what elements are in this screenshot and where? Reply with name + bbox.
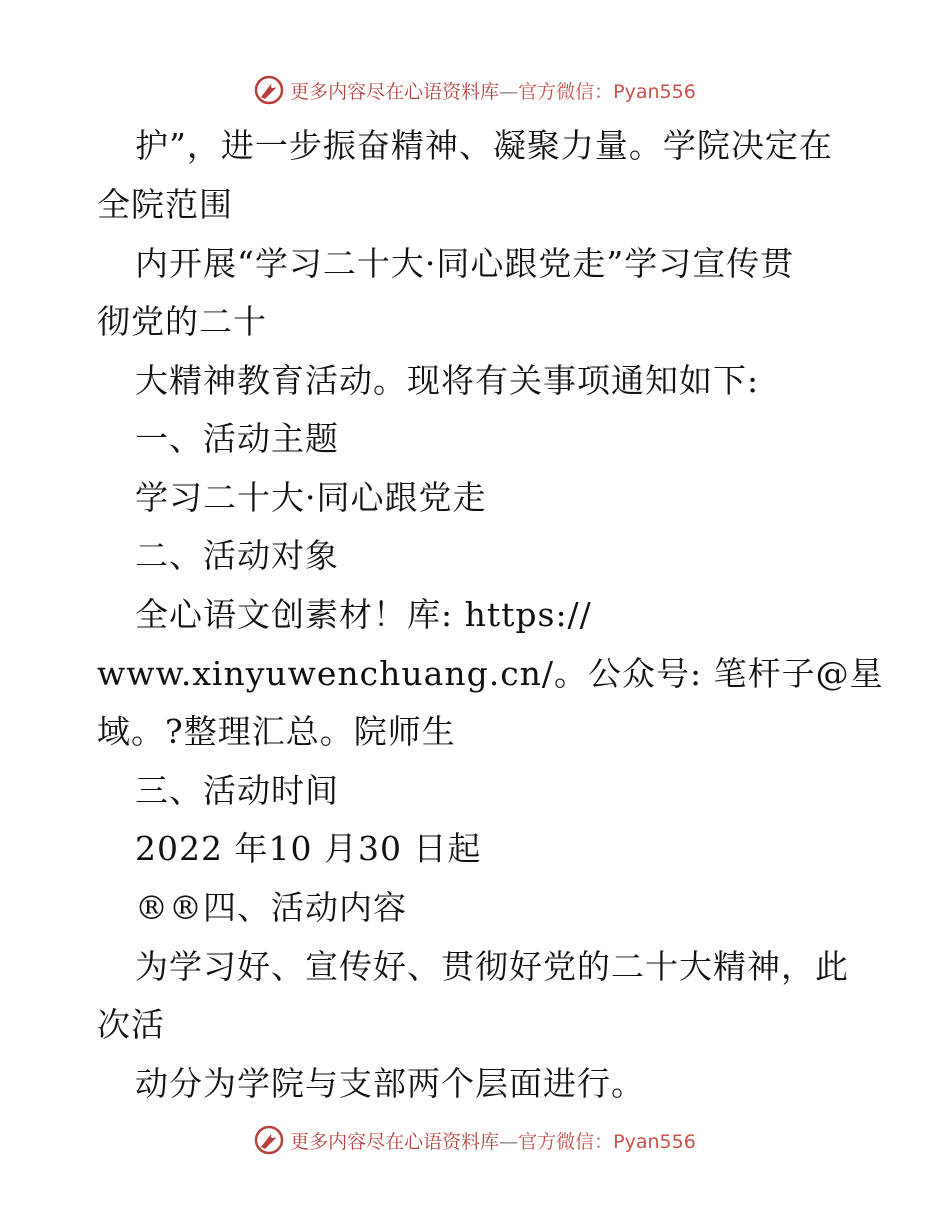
banner-account-text: 官方微信：Pyan556 <box>518 1130 696 1153</box>
banner-dash: — <box>499 1130 519 1153</box>
banner-main-text: 更多内容尽在心语资料库 <box>290 1130 500 1153</box>
banner-dash: — <box>499 80 519 103</box>
paragraph-line: 2022 年10 月30 日起 <box>135 829 482 868</box>
banner-main-text: 更多内容尽在心语资料库 <box>290 80 500 103</box>
paragraph-line: 大精神教育活动。现将有关事项通知如下: <box>135 361 760 400</box>
section-heading: 三、活动时间 <box>135 771 339 810</box>
paragraph-line: 次活 <box>97 1005 165 1044</box>
banner-account-text: 官方微信：Pyan556 <box>518 80 696 103</box>
paragraph-line: 全心语文创素材！库: https:// <box>135 595 592 634</box>
paragraph-line: 全院范围 <box>97 185 233 224</box>
footer-watermark-banner <box>0 1120 950 1160</box>
paragraph-line: 内开展“学习二十大·同心跟党走”学习宣传贯 <box>135 244 795 283</box>
paragraph-line: 彻党的二十 <box>97 302 267 341</box>
paragraph-line: 学习二十大·同心跟党走 <box>135 478 487 517</box>
section-heading: 一、活动主题 <box>135 419 339 458</box>
pen-nib-logo-icon <box>254 75 284 105</box>
section-heading: ®®四、活动内容 <box>135 888 407 927</box>
pen-nib-logo-icon <box>254 1125 284 1155</box>
paragraph-line: 为学习好、宣传好、贯彻好党的二十大精神，此 <box>135 947 849 986</box>
paragraph-line: 护”，进一步振奋精神、凝聚力量。学院决定在 <box>135 126 833 165</box>
paragraph-line: 域。?整理汇总。院师生 <box>97 712 456 751</box>
section-heading: 二、活动对象 <box>135 536 339 575</box>
paragraph-line: www.xinyuwenchuang.cn/。公众号: 笔杆子@星 <box>97 654 884 693</box>
paragraph-line: 动分为学院与支部两个层面进行。 <box>135 1064 645 1103</box>
header-watermark-banner <box>0 70 950 110</box>
